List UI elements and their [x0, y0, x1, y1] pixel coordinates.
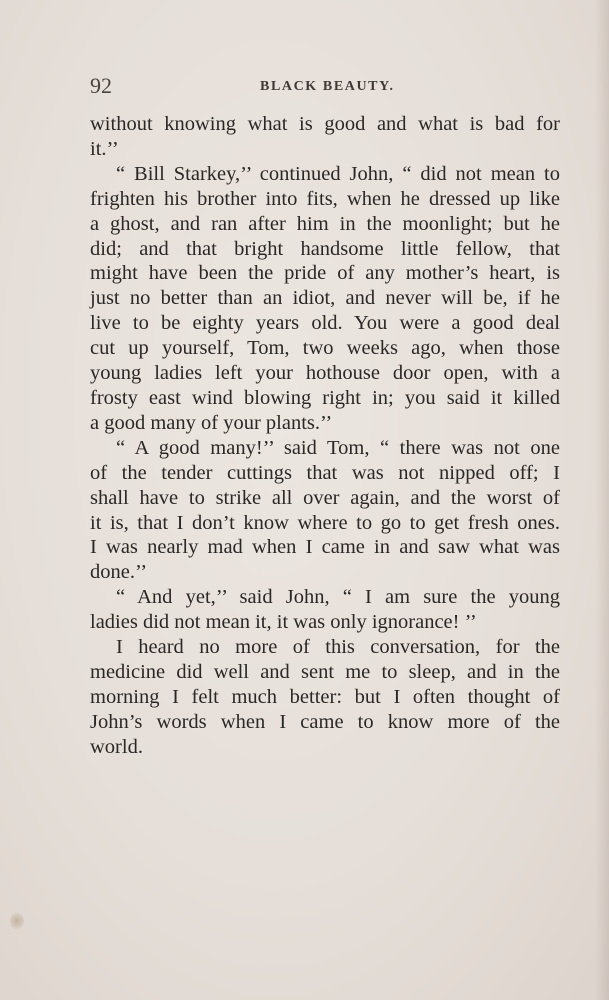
text-line: it.’’	[90, 137, 119, 160]
text-line: just no better than an idiot, and never will be, if he	[90, 287, 560, 310]
text-line: I heard no more of this conversation, for the	[116, 636, 560, 659]
text-line: cut up yourself, Tom, two weeks ago, when those	[90, 337, 560, 360]
text-line: a ghost, and ran after him in the moonlight; but he	[90, 212, 560, 235]
text-line: I was nearly mad when I came in and saw what was	[90, 536, 560, 559]
text-line: “ A good many!’’ said Tom, “ there was not one	[116, 436, 560, 459]
text-line: world.	[90, 735, 143, 758]
text-line: it is, that I don’t know where to go to get fresh ones.	[90, 511, 560, 534]
text-line: did; and that bright handsome little fellow, that	[90, 237, 560, 260]
text-line: John’s words when I came to know more of the	[90, 710, 560, 733]
text-line: frighten his brother into fits, when he dressed up like	[90, 187, 560, 210]
text-line: without knowing what is good and what is bad for	[90, 113, 560, 135]
running-head-title: BLACK BEAUTY.	[260, 79, 395, 94]
text-line: of the tender cuttings that was not nipped off; I	[90, 461, 560, 484]
text-line: frosty east wind blowing right in; you said it killed	[90, 386, 560, 409]
body-text	[90, 112, 560, 760]
text-line: done.’’	[90, 561, 148, 584]
text-line: “ And yet,’’ said John, “ I am sure the young	[116, 586, 560, 609]
text-line: medicine did well and sent me to sleep, and in the	[90, 660, 560, 683]
page-header	[90, 72, 560, 102]
text-line: “ Bill Starkey,’’ continued John, “ did not mean to	[116, 162, 560, 185]
text-line: live to be eighty years old. You were a good deal	[90, 312, 560, 335]
text-line: young ladies left your hothouse door open, with a	[90, 362, 560, 385]
text-line: morning I felt much better: but I often thought of	[90, 685, 560, 708]
page-number: 92	[90, 73, 112, 98]
text-line: might have been the pride of any mother’s heart, is	[90, 262, 560, 285]
text-line: shall have to strike all over again, and the worst of	[90, 486, 560, 509]
text-line: a good many of your plants.’’	[90, 411, 333, 434]
paper-stain	[10, 912, 24, 930]
text-line: ladies did not mean it, it was only ignorance! ’’	[90, 611, 477, 634]
